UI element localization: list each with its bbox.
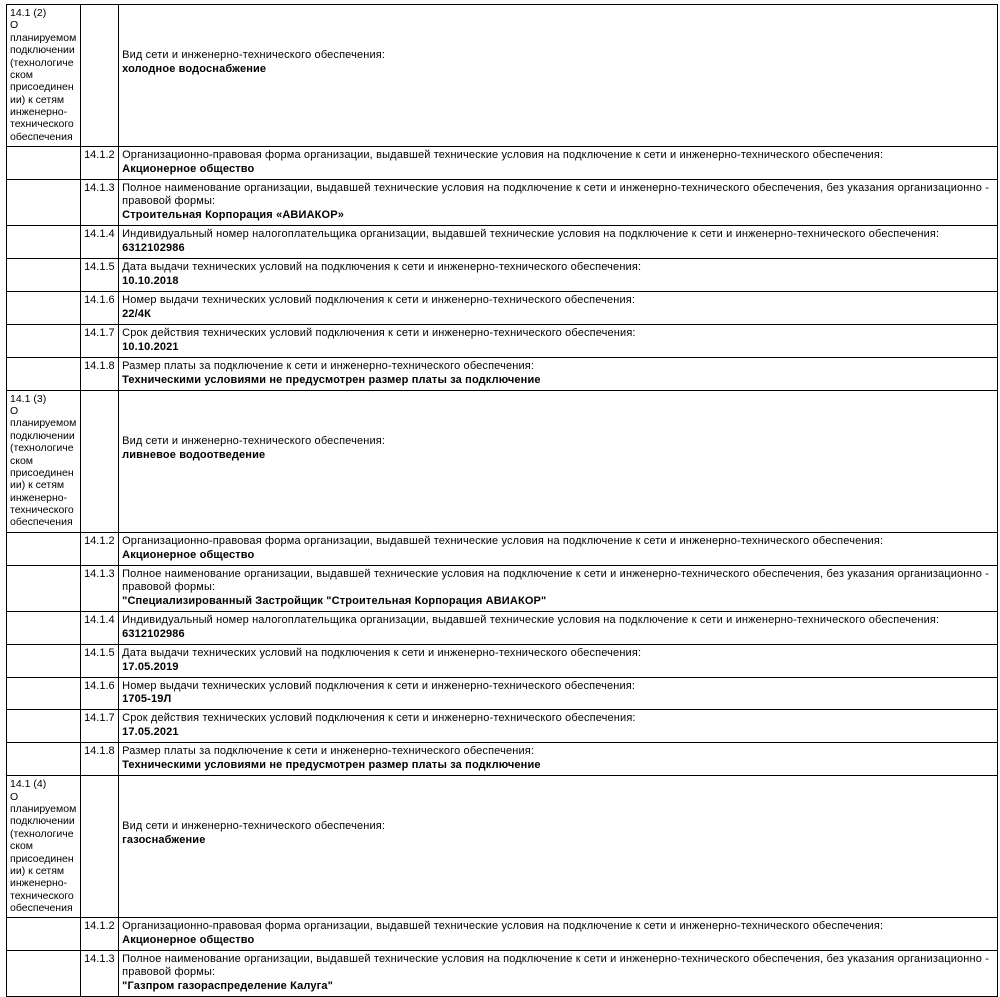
field-label: Размер платы за подключение к сети и инженерно-технического обеспечения: xyxy=(122,745,535,758)
spacer-cell xyxy=(7,743,81,776)
field-label: Полное наименование организации, выдавшей технические условия на подключение к сети и инженерно-технического обеспечения, без указания организационно - правовой формы: xyxy=(122,953,990,979)
field-value: Техническими условиями не предусмотрен размер платы за подключение xyxy=(122,759,541,772)
field-value: Техническими условиями не предусмотрен размер платы за подключение xyxy=(122,373,541,386)
table-row xyxy=(7,147,998,180)
spacer-cell xyxy=(7,180,81,226)
row-number xyxy=(81,776,119,918)
field-label: Индивидуальный номер налогоплательщика организации, выдавшей технические условия на подключение к сети и инженерно-технического обеспечения: xyxy=(122,613,940,626)
row-content xyxy=(119,743,998,776)
field-value: холодное водоснабжение xyxy=(122,62,267,75)
row-content xyxy=(119,565,998,611)
section-title-cell xyxy=(7,390,81,532)
table-row xyxy=(7,710,998,743)
table-row xyxy=(7,324,998,357)
field-label: Организационно-правовая форма организации, выдавшей технические условия на подключение к сети и инженерно-технического обеспечения: xyxy=(122,149,884,162)
document-page xyxy=(0,4,1000,997)
field-label: Организационно-правовая форма организации, выдавшей технические условия на подключение к сети и инженерно-технического обеспечения: xyxy=(122,920,884,933)
row-number: 14.1.6 xyxy=(81,677,119,710)
section-title: О планируемом подключении (технологическом присоединении) к сетям инженерно-технического обеспечения xyxy=(10,790,77,915)
field-label: Срок действия технических условий подключения к сети и инженерно-технического обеспечения: xyxy=(122,326,636,339)
field-label: Индивидуальный номер налогоплательщика организации, выдавшей технические условия на подключение к сети и инженерно-технического обеспечения: xyxy=(122,227,940,240)
row-number: 14.1.8 xyxy=(81,357,119,390)
row-number: 14.1.7 xyxy=(81,324,119,357)
table-row xyxy=(7,743,998,776)
field-label: Вид сети и инженерно-технического обеспечения: xyxy=(122,820,386,833)
row-number: 14.1.3 xyxy=(81,180,119,226)
field-value: 17.05.2019 xyxy=(122,660,179,673)
field-value: Строительная Корпорация «АВИАКОР» xyxy=(122,209,344,221)
field-value: Акционерное общество xyxy=(122,163,255,176)
field-label: Номер выдачи технических условий подключения к сети и инженерно-технического обеспечения: xyxy=(122,679,636,692)
spacer-cell xyxy=(7,951,81,997)
field-value: 17.05.2021 xyxy=(122,726,179,739)
table-row xyxy=(7,565,998,611)
spacer-cell xyxy=(7,710,81,743)
field-label: Размер платы за подключение к сети и инженерно-технического обеспечения: xyxy=(122,359,535,372)
row-content xyxy=(119,611,998,644)
row-content xyxy=(119,258,998,291)
section-title-cell xyxy=(7,776,81,918)
row-content xyxy=(119,291,998,324)
spacer-cell xyxy=(7,611,81,644)
field-label: Полное наименование организации, выдавшей технические условия на подключение к сети и инженерно-технического обеспечения, без указания организационно - правовой формы: xyxy=(122,567,990,593)
section-header-row xyxy=(7,390,998,532)
row-number: 14.1.5 xyxy=(81,644,119,677)
section-header-row xyxy=(7,776,998,918)
table-row xyxy=(7,258,998,291)
field-value: Акционерное общество xyxy=(122,934,255,947)
row-number: 14.1.2 xyxy=(81,918,119,951)
spacer-cell xyxy=(7,324,81,357)
section-code: 14.1 (2) xyxy=(10,7,47,19)
spacer-cell xyxy=(7,258,81,291)
field-label: Вид сети и инженерно-технического обеспечения: xyxy=(122,49,386,61)
sections-table xyxy=(6,4,998,997)
row-number: 14.1.7 xyxy=(81,710,119,743)
spacer-cell xyxy=(7,225,81,258)
row-number: 14.1.3 xyxy=(81,565,119,611)
field-value: газоснабжение xyxy=(122,834,206,847)
row-number: 14.1.2 xyxy=(81,532,119,565)
field-value: 22/4К xyxy=(122,307,151,320)
row-number: 14.1.6 xyxy=(81,291,119,324)
spacer-cell xyxy=(7,565,81,611)
section-header-row xyxy=(7,5,998,147)
section-code: 14.1 (3) xyxy=(10,392,47,405)
field-value: 6312102986 xyxy=(122,627,185,640)
row-content xyxy=(119,951,998,997)
row-number: 14.1.8 xyxy=(81,743,119,776)
row-content xyxy=(119,225,998,258)
table-row xyxy=(7,611,998,644)
section-network-type-cell xyxy=(119,776,998,918)
row-content xyxy=(119,918,998,951)
row-content xyxy=(119,710,998,743)
row-number: 14.1.4 xyxy=(81,225,119,258)
row-number: 14.1.5 xyxy=(81,258,119,291)
table-row xyxy=(7,918,998,951)
row-number: 14.1.2 xyxy=(81,147,119,180)
field-value: Акционерное общество xyxy=(122,548,255,561)
row-number: 14.1.3 xyxy=(81,951,119,997)
section-title: О планируемом подключении (технологическом присоединении) к сетям инженерно-технического обеспечения xyxy=(10,19,77,143)
field-value: ливневое водоотведение xyxy=(122,448,266,461)
field-value: 6312102986 xyxy=(122,241,185,254)
spacer-cell xyxy=(7,918,81,951)
table-row xyxy=(7,180,998,226)
field-label: Организационно-правовая форма организации, выдавшей технические условия на подключение к сети и инженерно-технического обеспечения: xyxy=(122,534,884,547)
field-value: 10.10.2021 xyxy=(122,340,179,353)
section-code: 14.1 (4) xyxy=(10,778,47,791)
row-number xyxy=(81,5,119,147)
row-number xyxy=(81,390,119,532)
table-row xyxy=(7,951,998,997)
field-label: Дата выдачи технических условий на подключения к сети и инженерно-технического обеспечения: xyxy=(122,260,642,273)
table-row xyxy=(7,291,998,324)
row-content xyxy=(119,677,998,710)
spacer-cell xyxy=(7,677,81,710)
row-number: 14.1.4 xyxy=(81,611,119,644)
field-value: 10.10.2018 xyxy=(122,274,179,287)
table-row xyxy=(7,677,998,710)
table-row xyxy=(7,357,998,390)
field-value: "Специализированный Застройщик "Строительная Корпорация АВИАКОР" xyxy=(122,594,547,607)
spacer-cell xyxy=(7,644,81,677)
field-label: Дата выдачи технических условий на подключения к сети и инженерно-технического обеспечения: xyxy=(122,646,642,659)
field-label: Срок действия технических условий подключения к сети и инженерно-технического обеспечения: xyxy=(122,712,636,725)
spacer-cell xyxy=(7,532,81,565)
field-label: Полное наименование организации, выдавшей технические условия на подключение к сети и инженерно-технического обеспечения, без указания организационно - правовой формы: xyxy=(122,182,990,208)
field-value: "Газпром газораспределение Калуга" xyxy=(122,980,334,993)
row-content xyxy=(119,532,998,565)
section-title: О планируемом подключении (технологическом присоединении) к сетям инженерно-технического обеспечения xyxy=(10,405,77,529)
section-network-type-cell xyxy=(119,390,998,532)
spacer-cell xyxy=(7,357,81,390)
row-content xyxy=(119,324,998,357)
field-label: Номер выдачи технических условий подключения к сети и инженерно-технического обеспечения: xyxy=(122,293,636,306)
row-content xyxy=(119,357,998,390)
table-row xyxy=(7,532,998,565)
spacer-cell xyxy=(7,147,81,180)
section-title-cell xyxy=(7,5,81,147)
row-content xyxy=(119,644,998,677)
row-content xyxy=(119,147,998,180)
field-label: Вид сети и инженерно-технического обеспечения: xyxy=(122,434,386,447)
section-network-type-cell xyxy=(119,5,998,147)
row-content xyxy=(119,180,998,226)
spacer-cell xyxy=(7,291,81,324)
field-value: 1705-19Л xyxy=(122,693,172,706)
table-row xyxy=(7,225,998,258)
table-row xyxy=(7,644,998,677)
